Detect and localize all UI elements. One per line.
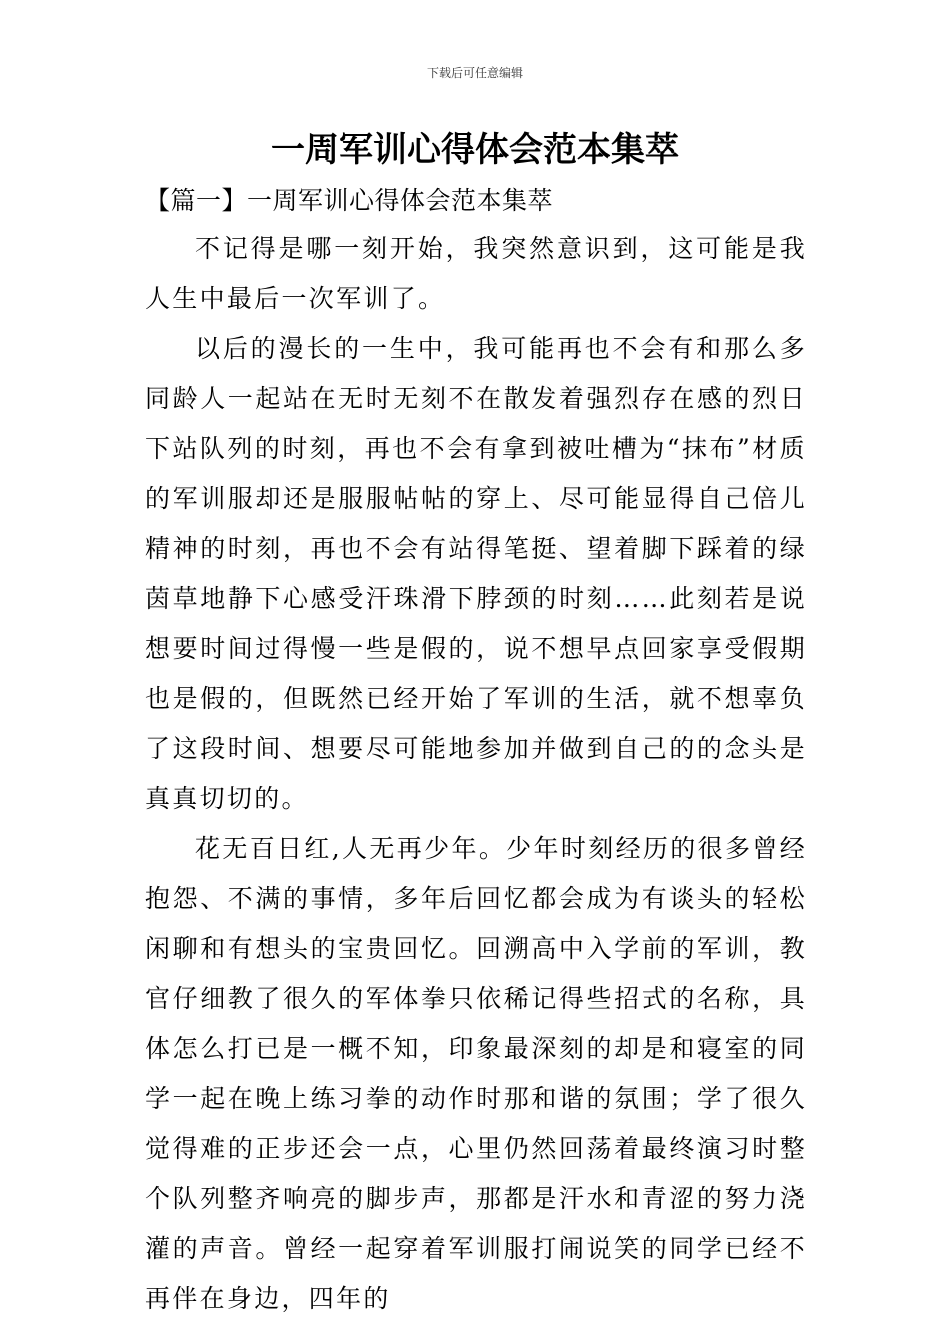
paragraph-1: 不记得是哪一刻开始，我突然意识到，这可能是我人生中最后一次军训了。 [145,234,807,313]
document-body [145,178,807,1324]
header-note: 下载后可任意编辑 [426,66,523,80]
section-heading: 【篇一】一周军训心得体会范本集萃 [145,186,554,215]
paragraph-2: 以后的漫长的一生中，我可能再也不会有和那么多同龄人一起站在无时无刻不在散发着强烈存在感的烈日下站队列的时刻，再也不会有拿到被吐槽为“抹布”材质的军训服却还是服服帖帖的穿上、尽可能显得自己倍儿精神的时刻，再也不会有站得笔挺、望着脚下踩着的绿茵草地静下心感受汗珠滑下脖颈的时刻……此刻若是说想要时间过得慢一些是假的，说不想早点回家享受假期也是假的，但既然已经开始了军训的生活，就不想辜负了这段时间、想要尽可能地参加并做到自己的的念头是真真切切的。 [145,334,807,813]
paragraph-3: 花无百日红,人无再少年。少年时刻经历的很多曾经抱怨、不满的事情，多年后回忆都会成为有谈头的轻松闲聊和有想头的宝贵回忆。回溯高中入学前的军训，教官仔细教了很久的军体拳只依稀记得些招式的名称，具体怎么打已是一概不知，印象最深刻的却是和寝室的同学一起在晚上练习拳的动作时那和谐的氛围；学了很久觉得难的正步还会一点，心里仍然回荡着最终演习时整个队列整齐响亮的脚步声，那都是汗水和青涩的努力浇灌的声音。曾经一起穿着军训服打闹说笑的同学已经不再伴在身边，四年的 [145,834,807,1313]
document-title: 一周军训心得体会范本集萃 [271,130,679,170]
